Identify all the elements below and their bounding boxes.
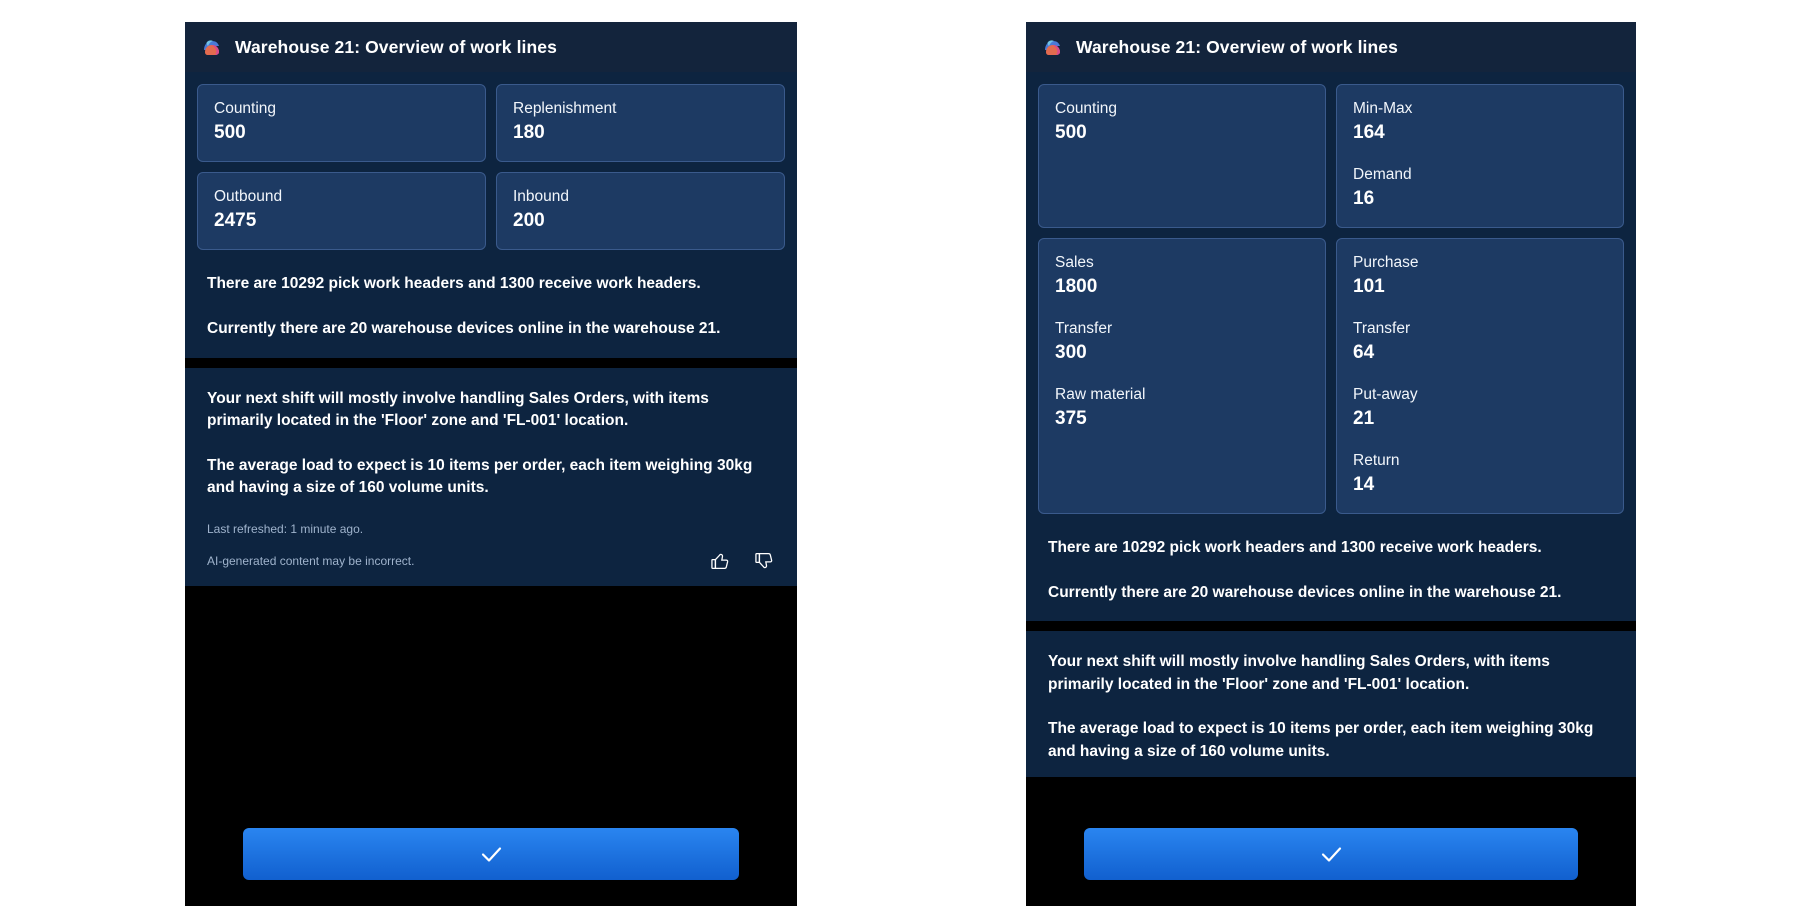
metric-label: Transfer (1055, 319, 1113, 337)
metric (513, 99, 768, 145)
summary-paragraph: The average load to expect is 10 items per order, each item weighing 30kg and having a size of 160 volume units. (1048, 720, 1594, 760)
last-refreshed-note: Last refreshed: 1 minute ago. (207, 521, 364, 536)
metric (1055, 253, 1309, 299)
metric-tile (1038, 238, 1326, 514)
metric-value: 14 (1353, 473, 1375, 495)
info-line: There are 10292 pick work headers and 1300 receive work headers. (1048, 538, 1542, 556)
feedback-controls (709, 550, 775, 572)
metric-value: 164 (1353, 122, 1385, 144)
metric-value: 500 (1055, 122, 1087, 144)
left-info-lines (197, 274, 785, 340)
right-titlebar (1026, 22, 1636, 72)
metric-value: 300 (1055, 341, 1087, 363)
confirm-button[interactable] (1084, 828, 1578, 880)
copilot-icon (201, 36, 223, 58)
metric-value: 375 (1055, 407, 1087, 429)
metric-value: 180 (513, 122, 545, 144)
metric-tile (1336, 84, 1624, 228)
left-cta-area (185, 810, 797, 906)
panel-divider (1026, 621, 1636, 631)
summary-paragraph: Your next shift will mostly involve handling Sales Orders, with items primarily located in the 'Floor' zone and 'FL-001' location. (207, 389, 709, 430)
metric-label: Counting (1055, 100, 1118, 117)
metric (1353, 319, 1607, 365)
metric-value: 500 (214, 122, 246, 144)
metric-label: Demand (1353, 165, 1412, 183)
right-summary-panel (1026, 631, 1636, 777)
metric (214, 187, 469, 233)
left-stats-panel (185, 72, 797, 358)
metric-label: Raw material (1055, 385, 1146, 403)
metric-label: Outbound (214, 187, 283, 205)
right-spacer (1026, 777, 1636, 810)
metric-label: Return (1353, 451, 1400, 469)
ai-disclaimer: AI-generated content may be incorrect. (207, 553, 415, 568)
right-canvas (1026, 72, 1636, 906)
metric-label: Sales (1055, 253, 1094, 271)
left-summary-panel (185, 368, 797, 586)
right-tile-grid (1038, 84, 1624, 514)
metric-label: Transfer (1353, 319, 1411, 337)
metric-value: 200 (513, 210, 545, 232)
metric (1353, 451, 1607, 497)
left-canvas (185, 72, 797, 906)
left-tile-grid (197, 84, 785, 250)
metric-value: 1800 (1055, 276, 1098, 298)
metric-value: 21 (1353, 407, 1375, 429)
left-app-window (185, 22, 797, 906)
metric-label: Inbound (513, 187, 570, 205)
thumbs-up-icon[interactable] (709, 550, 731, 572)
info-line: Currently there are 20 warehouse devices online in the warehouse 21. (1048, 583, 1562, 601)
metric (1055, 385, 1309, 431)
right-window-title: Warehouse 21: Overview of work lines (1076, 36, 1398, 57)
metric-label: Replenishment (513, 100, 617, 117)
summary-paragraph: Your next shift will mostly involve handling Sales Orders, with items primarily located in the 'Floor' zone and 'FL-001' location. (1048, 653, 1550, 693)
right-cta-area (1026, 810, 1636, 906)
info-line: There are 10292 pick work headers and 1300 receive work headers. (207, 274, 701, 292)
metric (1353, 385, 1607, 431)
metric-value: 16 (1353, 188, 1375, 210)
summary-paragraph: The average load to expect is 10 items per order, each item weighing 30kg and having a size of 160 volume units. (207, 456, 753, 497)
right-stats-panel (1026, 72, 1636, 621)
metric-tile (1336, 238, 1624, 514)
metric-tile (496, 172, 785, 250)
thumbs-down-icon[interactable] (753, 550, 775, 572)
metric (513, 187, 768, 233)
left-titlebar (185, 22, 797, 72)
metric (214, 99, 469, 145)
metric-value: 101 (1353, 276, 1385, 298)
metric-label: Min-Max (1353, 100, 1413, 117)
right-info-lines (1038, 538, 1624, 604)
metric (1055, 99, 1309, 145)
confirm-button[interactable] (243, 828, 739, 880)
metric (1353, 253, 1607, 299)
metric-tile (1038, 84, 1326, 228)
left-spacer (185, 586, 797, 810)
metric (1055, 319, 1309, 365)
copilot-icon (1042, 36, 1064, 58)
metric-value: 64 (1353, 341, 1375, 363)
info-line: Currently there are 20 warehouse devices online in the warehouse 21. (207, 319, 721, 337)
metric-label: Purchase (1353, 253, 1419, 271)
right-app-window (1026, 22, 1636, 906)
metric-tile (496, 84, 785, 162)
metric-tile (197, 84, 486, 162)
metric-tile (197, 172, 486, 250)
summary-footer (207, 550, 775, 572)
metric (1353, 165, 1607, 211)
left-window-title: Warehouse 21: Overview of work lines (235, 36, 557, 57)
metric (1353, 99, 1607, 145)
metric-label: Put-away (1353, 385, 1418, 403)
metric-value: 2475 (214, 210, 257, 232)
metric-label: Counting (214, 100, 277, 117)
panel-divider (185, 358, 797, 368)
